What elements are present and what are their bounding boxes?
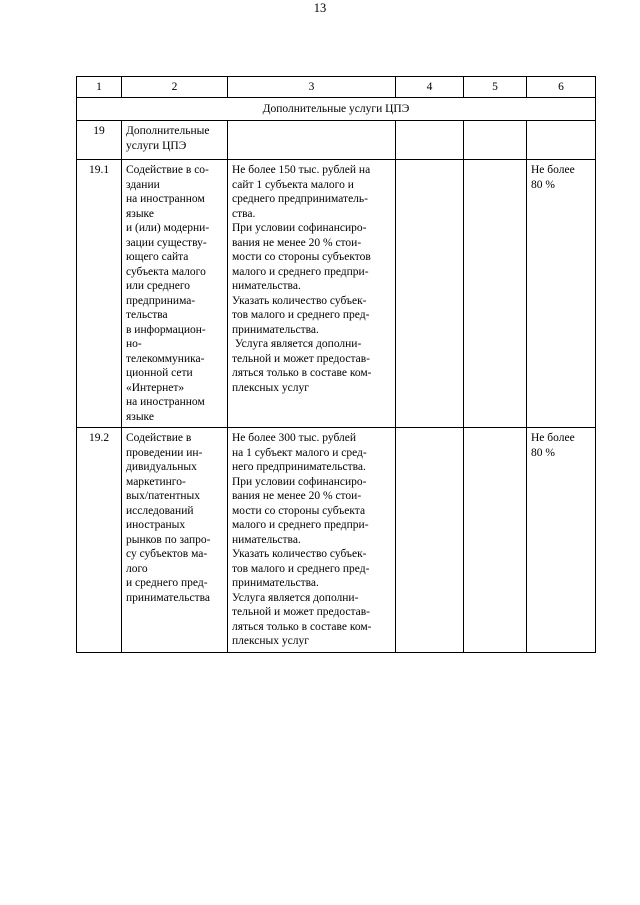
description-line: нимательства. bbox=[232, 533, 301, 546]
description-line: При условии софинансиро- bbox=[232, 475, 367, 488]
description-cell bbox=[228, 121, 396, 160]
service-name-line: проведении ин- bbox=[126, 446, 203, 459]
description-line: среднего предприниматель- bbox=[232, 193, 368, 205]
column-header: 5 bbox=[464, 77, 527, 98]
service-name-line: лого bbox=[126, 562, 148, 575]
service-name-line: ющего сайта bbox=[126, 251, 189, 263]
table-header-row bbox=[77, 77, 596, 98]
description-line: При условии софинансиро- bbox=[232, 222, 367, 234]
description-line: Услуга является дополни- bbox=[232, 591, 359, 604]
service-name-line: маркетинго- bbox=[126, 475, 186, 488]
col4-cell bbox=[396, 428, 464, 653]
column-header: 2 bbox=[122, 77, 228, 98]
service-name-cell bbox=[122, 160, 228, 428]
service-name-cell bbox=[122, 428, 228, 653]
description-line: Не более 150 тыс. рублей на bbox=[232, 164, 371, 176]
service-name-line: здании bbox=[126, 178, 160, 191]
col4-cell bbox=[396, 160, 464, 428]
service-name-line: принимательства bbox=[126, 591, 210, 604]
services-table bbox=[76, 76, 596, 653]
table-row bbox=[77, 428, 596, 653]
service-name-line: на иностранном bbox=[126, 396, 205, 408]
service-name-line: вых/патентных bbox=[126, 490, 201, 502]
service-name-line: дивидуальных bbox=[126, 461, 197, 473]
row-number: 19.1 bbox=[77, 160, 122, 428]
service-name-line: но- bbox=[126, 338, 142, 350]
description-line: ляться только в составе ком- bbox=[232, 620, 372, 633]
description-cell bbox=[228, 160, 396, 428]
description-line: вания не менее 20 % стои- bbox=[232, 236, 362, 249]
page-number: 13 bbox=[313, 1, 327, 15]
service-name-line: на иностранном bbox=[126, 193, 205, 205]
service-name-line: Дополнительные bbox=[126, 125, 210, 137]
description-line: на 1 субъект малого и сред- bbox=[232, 446, 367, 459]
service-name-line: в информацион- bbox=[126, 323, 206, 336]
service-name-line: и (или) модерни- bbox=[126, 222, 210, 234]
description-line: нимательства. bbox=[232, 280, 301, 292]
service-name-line: языке bbox=[126, 207, 154, 220]
description-line: тельной и может предостав- bbox=[232, 352, 370, 365]
description-line: плексных услуг bbox=[232, 635, 309, 647]
service-name-line: Содействие в со- bbox=[126, 164, 209, 176]
section-title: Дополнительные услуги ЦПЭ bbox=[77, 98, 596, 121]
description-line: плексных услуг bbox=[232, 381, 309, 394]
service-name-line: «Интернет» bbox=[126, 381, 185, 394]
service-name-line: зации существу- bbox=[126, 236, 207, 249]
service-name-line: языке bbox=[126, 410, 154, 423]
col4-cell bbox=[396, 121, 464, 160]
service-name-line: исследований bbox=[126, 504, 194, 517]
col5-cell bbox=[464, 121, 527, 160]
description-line: мости со стороны субъекта bbox=[232, 504, 366, 517]
percent-line: 80 % bbox=[531, 178, 555, 191]
column-header: 6 bbox=[527, 77, 596, 98]
description-line: Услуга является дополни- bbox=[232, 338, 362, 350]
col5-cell bbox=[464, 428, 527, 653]
service-name-line: субъекта малого bbox=[126, 265, 206, 278]
col5-cell bbox=[464, 160, 527, 428]
description-line: Указать количество субъек- bbox=[232, 294, 367, 307]
service-name-line: иностраных bbox=[126, 519, 186, 531]
service-name-line: услуги ЦПЭ bbox=[126, 139, 187, 152]
service-name-line: рынков по запро- bbox=[126, 533, 211, 546]
service-name-line: тельства bbox=[126, 309, 168, 321]
description-line: ляться только в составе ком- bbox=[232, 367, 372, 379]
description-line: Не более 300 тыс. рублей bbox=[232, 432, 357, 444]
description-line: ства. bbox=[232, 207, 256, 220]
column-header: 4 bbox=[396, 77, 464, 98]
col6-cell bbox=[527, 121, 596, 160]
percent-line: Не более bbox=[531, 432, 575, 444]
column-header: 3 bbox=[228, 77, 396, 98]
percent-line: 80 % bbox=[531, 446, 555, 459]
percent-line: Не более bbox=[531, 164, 575, 176]
service-name-cell bbox=[122, 121, 228, 160]
service-name-line: или среднего bbox=[126, 280, 191, 292]
service-name-line: ционной сети bbox=[126, 367, 193, 379]
table-row bbox=[77, 160, 596, 428]
description-line: тов малого и среднего пред- bbox=[232, 562, 370, 575]
row-number: 19.2 bbox=[77, 428, 122, 653]
description-line: малого и среднего предпри- bbox=[232, 519, 369, 531]
description-cell bbox=[228, 428, 396, 653]
service-name-line: телекоммуника- bbox=[126, 352, 205, 365]
service-name-line: и среднего пред- bbox=[126, 577, 208, 589]
section-title-row bbox=[77, 98, 596, 121]
col6-cell bbox=[527, 428, 596, 653]
description-line: сайт 1 субъекта малого и bbox=[232, 178, 354, 191]
table-row bbox=[77, 121, 596, 160]
column-header: 1 bbox=[77, 77, 122, 98]
service-name-line: су субъектов ма- bbox=[126, 548, 208, 560]
description-line: принимательства. bbox=[232, 577, 319, 589]
service-name-line: Содействие в bbox=[126, 432, 192, 444]
description-line: тов малого и среднего пред- bbox=[232, 309, 370, 321]
service-name-line: предпринима- bbox=[126, 294, 196, 307]
description-line: него предпринимательства. bbox=[232, 461, 366, 473]
description-line: мости со стороны субъектов bbox=[232, 251, 371, 263]
description-line: принимательства. bbox=[232, 323, 319, 336]
description-line: Указать количество субъек- bbox=[232, 548, 367, 560]
description-line: тельной и может предостав- bbox=[232, 606, 370, 618]
col6-cell bbox=[527, 160, 596, 428]
row-number: 19 bbox=[77, 121, 122, 160]
description-line: вания не менее 20 % стои- bbox=[232, 490, 362, 502]
description-line: малого и среднего предпри- bbox=[232, 265, 369, 278]
